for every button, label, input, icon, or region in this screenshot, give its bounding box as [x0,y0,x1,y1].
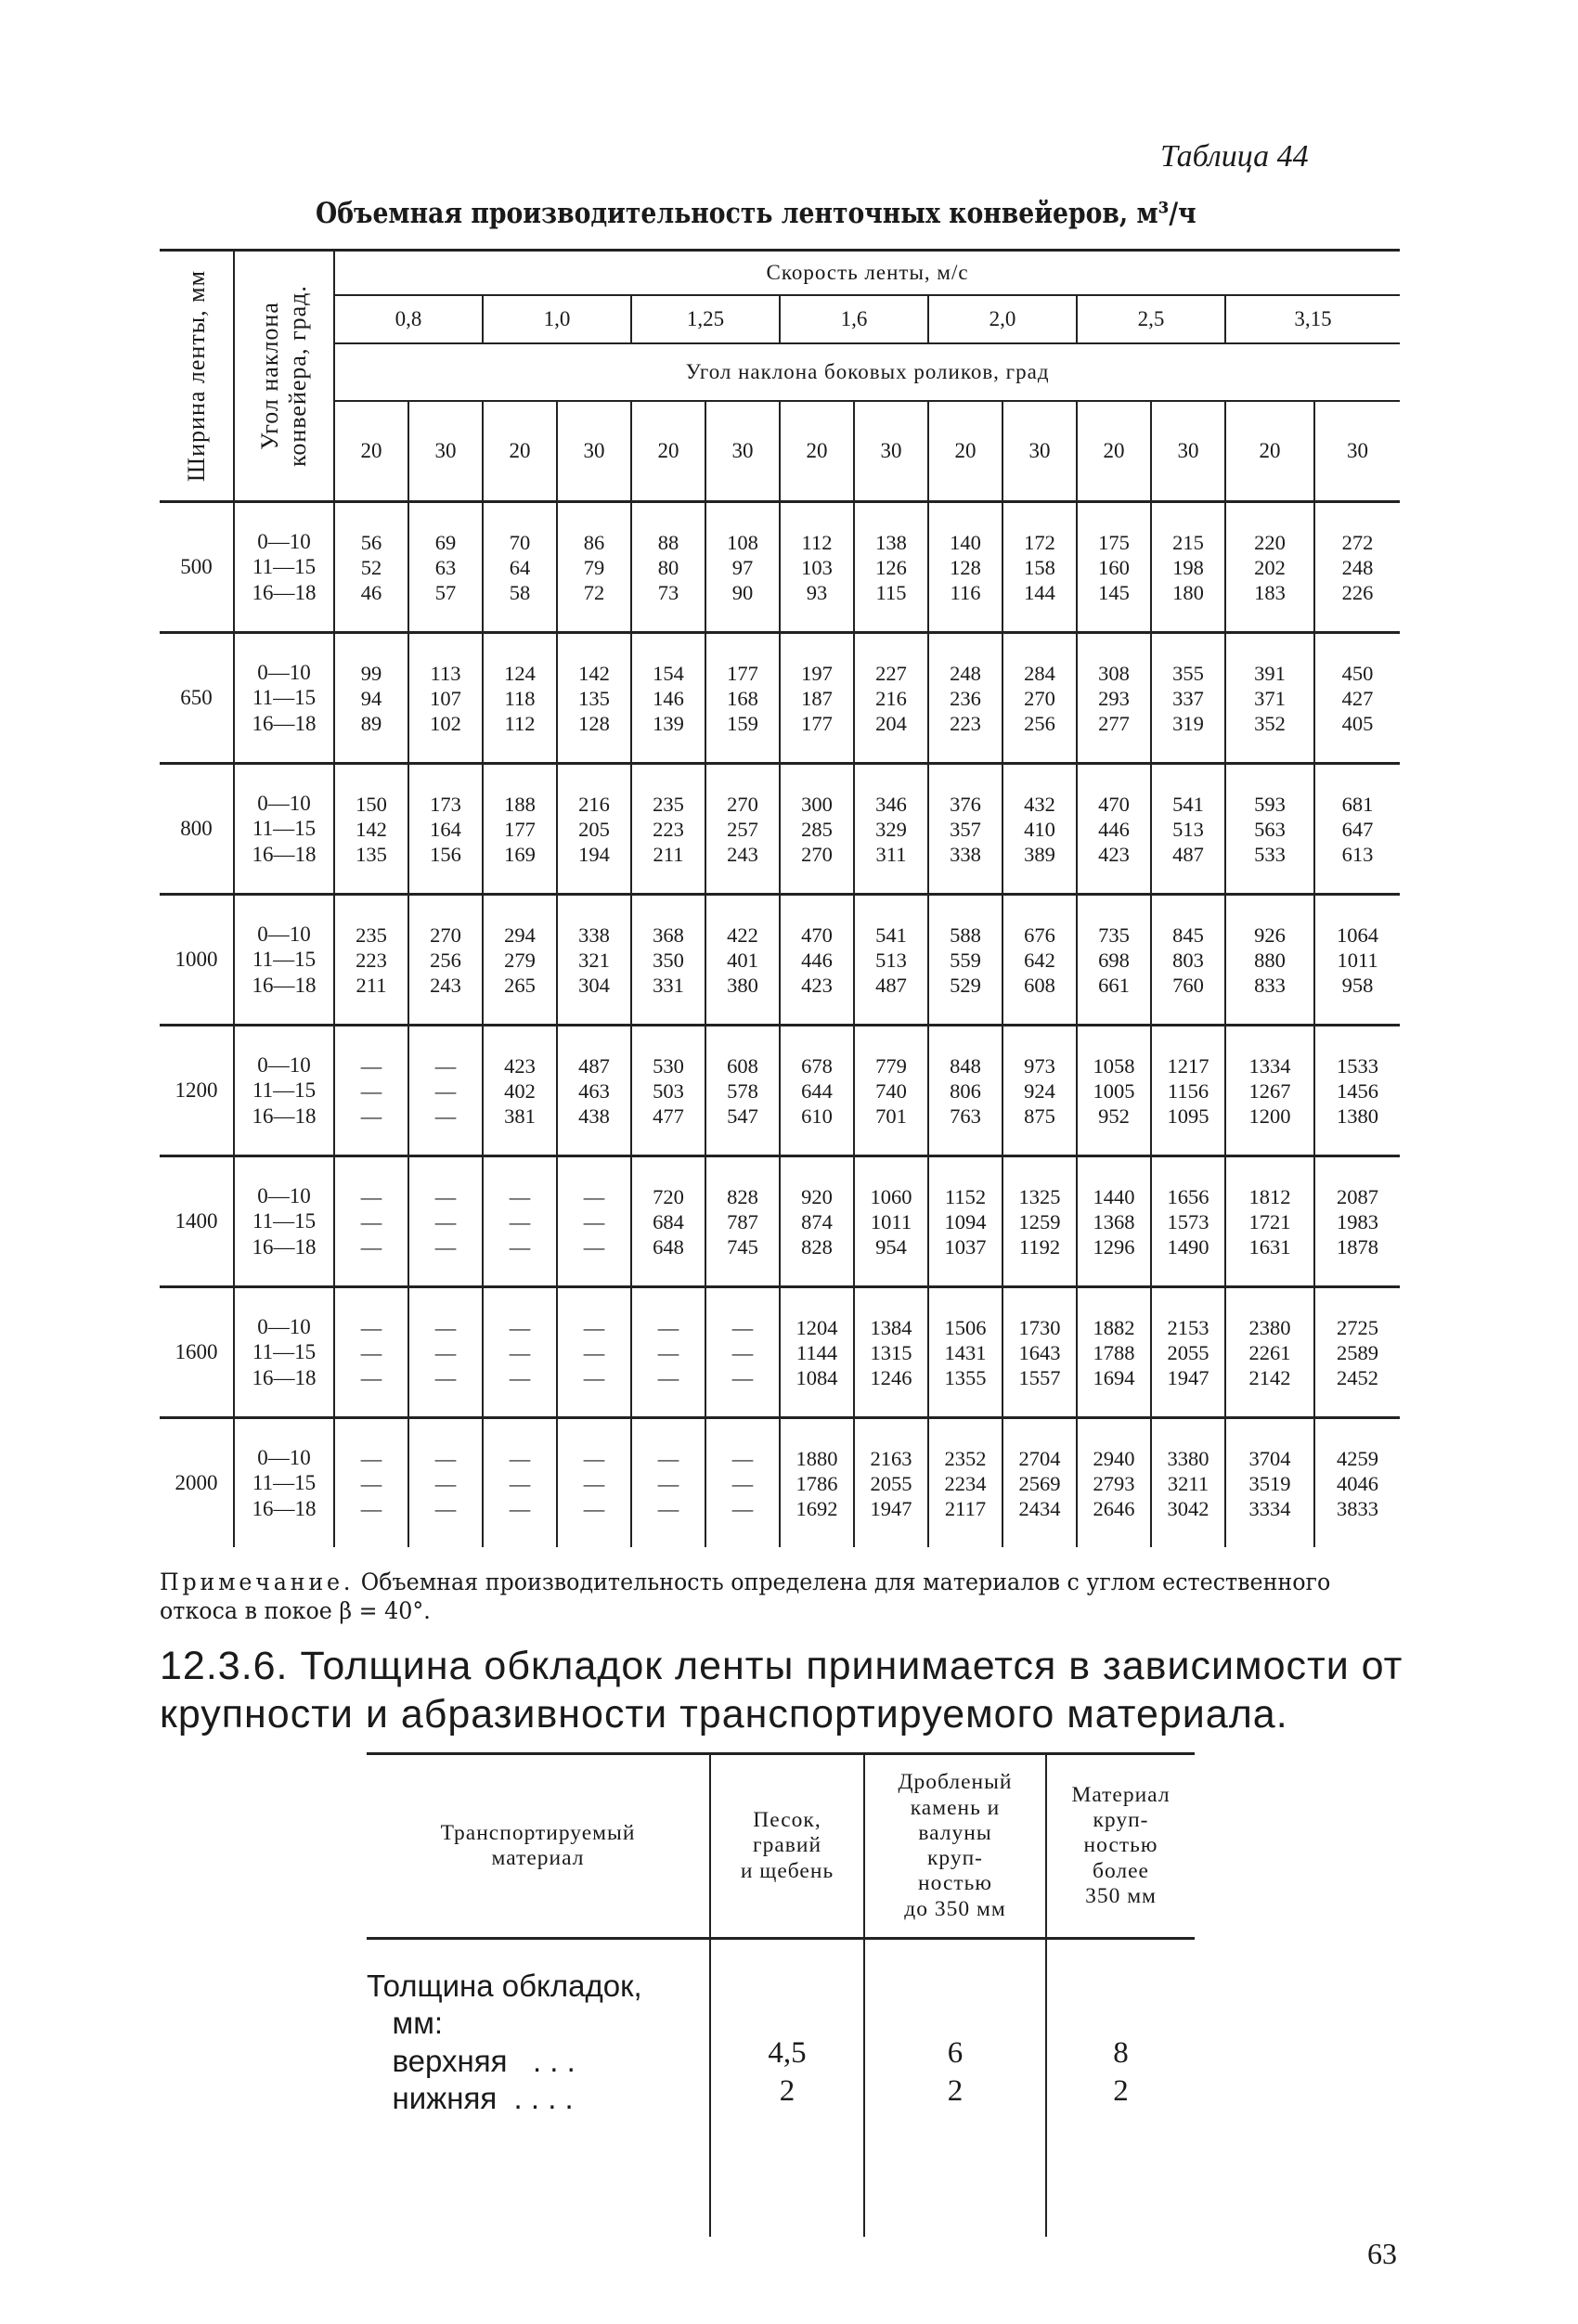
productivity-cell: 308 293 277 [1077,633,1151,764]
productivity-cell: 1064 1011 958 [1314,895,1400,1026]
productivity-cell: 112 103 93 [780,502,854,633]
productivity-cell: 2940 2793 2646 [1077,1418,1151,1548]
speed-value: 2,5 [1077,295,1225,343]
side-angle-value: 30 [408,401,483,502]
productivity-cell: 470 446 423 [1077,764,1151,895]
table-note [160,1569,1338,1625]
productivity-cell: 124 118 112 [483,633,557,764]
productivity-cell: 215 198 180 [1151,502,1225,633]
productivity-cell: 1325 1259 1192 [1002,1156,1077,1287]
productivity-cell: 227 216 204 [854,633,928,764]
angle-column-header [234,251,334,502]
productivity-cell: 2725 2589 2452 [1314,1287,1400,1418]
productivity-cell: — — — [334,1287,408,1418]
productivity-cell: 2380 2261 2142 [1225,1287,1314,1418]
productivity-cell: 154 146 139 [631,633,705,764]
table-row [160,1156,1400,1287]
productivity-cell: 973 924 875 [1002,1026,1077,1156]
productivity-cell: 294 279 265 [483,895,557,1026]
productivity-cell: 1440 1368 1296 [1077,1156,1151,1287]
speed-value: 1,25 [631,295,780,343]
productivity-cell: 270 257 243 [705,764,780,895]
productivity-cell: 676 642 608 [1002,895,1077,1026]
belt-width: 800 [160,764,234,895]
productivity-cell: 235 223 211 [334,895,408,1026]
productivity-cell: 1533 1456 1380 [1314,1026,1400,1156]
belt-width: 1200 [160,1026,234,1156]
productivity-cell: 150 142 135 [334,764,408,895]
productivity-cell: 69 63 57 [408,502,483,633]
productivity-cell: 450 427 405 [1314,633,1400,764]
table-title: Объемная производительность ленточных конвейеров, м³/ч [316,197,1196,230]
productivity-cell: 593 563 533 [1225,764,1314,895]
table-row [160,895,1400,1026]
thickness-large-material: 8 2 [1046,1939,1195,2238]
productivity-cell: 2153 2055 1947 [1151,1287,1225,1418]
productivity-cell: 541 513 487 [854,895,928,1026]
side-angle-value: 20 [928,401,1002,502]
productivity-cell: 678 644 610 [780,1026,854,1156]
productivity-cell: 681 647 613 [1314,764,1400,895]
productivity-cell: 3704 3519 3334 [1225,1418,1314,1548]
belt-width: 650 [160,633,234,764]
productivity-cell: 270 256 243 [408,895,483,1026]
productivity-cell: 70 64 58 [483,502,557,633]
productivity-cell: — — — [334,1156,408,1287]
productivity-cell: 845 803 760 [1151,895,1225,1026]
productivity-cell: 86 79 72 [557,502,631,633]
incline-angle-ranges: 0—10 11—15 16—18 [234,895,334,1026]
side-angle-value: 30 [1314,401,1400,502]
side-angle-header: Угол наклона боковых роликов, град [334,343,1400,401]
incline-angle-ranges: 0—10 11—15 16—18 [234,1026,334,1156]
productivity-cell: 346 329 311 [854,764,928,895]
productivity-cell: 172 158 144 [1002,502,1077,633]
side-angle-value: 20 [631,401,705,502]
thickness-row-label: Толщина обкладок, мм: верхняя . . . нижняя . . . . [367,1969,642,2115]
belt-width: 1000 [160,895,234,1026]
table-row [160,1287,1400,1418]
productivity-cell: 284 270 256 [1002,633,1077,764]
productivity-cell: — — — [705,1418,780,1548]
side-angle-value: 20 [780,401,854,502]
speed-value: 1,0 [483,295,631,343]
productivity-cell: 235 223 211 [631,764,705,895]
productivity-cell: — — — [483,1418,557,1548]
productivity-cell: 588 559 529 [928,895,1002,1026]
productivity-cell: 272 248 226 [1314,502,1400,633]
productivity-cell: 720 684 648 [631,1156,705,1287]
productivity-cell: 88 80 73 [631,502,705,633]
productivity-cell: 920 874 828 [780,1156,854,1287]
productivity-cell: 470 446 423 [780,895,854,1026]
productivity-cell: 140 128 116 [928,502,1002,633]
productivity-cell: — — — [631,1287,705,1418]
header-material: Транспортируемый материал [367,1754,710,1939]
side-angle-value: 20 [483,401,557,502]
productivity-cell: 541 513 487 [1151,764,1225,895]
productivity-cell: 99 94 89 [334,633,408,764]
productivity-cell: — — — [408,1156,483,1287]
productivity-cell: 4259 4046 3833 [1314,1418,1400,1548]
productivity-cell: 1334 1267 1200 [1225,1026,1314,1156]
productivity-cell: 3380 3211 3042 [1151,1418,1225,1548]
productivity-cell: 1656 1573 1490 [1151,1156,1225,1287]
belt-width: 1600 [160,1287,234,1418]
productivity-cell: 391 371 352 [1225,633,1314,764]
side-angle-value: 30 [1002,401,1077,502]
side-angle-value: 30 [1151,401,1225,502]
table-row [160,633,1400,764]
table-row [160,764,1400,895]
side-angle-value: 30 [705,401,780,502]
incline-angle-ranges: 0—10 11—15 16—18 [234,764,334,895]
section-paragraph: 12.3.6. Толщина обкладок ленты принимается в зависимости от крупности и абразивности транспортируемого материала. [160,1644,1403,1737]
productivity-cell: 487 463 438 [557,1026,631,1156]
productivity-cell: 108 97 90 [705,502,780,633]
incline-angle-ranges: 0—10 11—15 16—18 [234,1287,334,1418]
incline-angle-ranges: 0—10 11—15 16—18 [234,502,334,633]
productivity-cell: 355 337 319 [1151,633,1225,764]
productivity-cell: 779 740 701 [854,1026,928,1156]
productivity-cell: 368 350 331 [631,895,705,1026]
productivity-cell: 828 787 745 [705,1156,780,1287]
productivity-cell: — — — [408,1026,483,1156]
productivity-cell: 2087 1983 1878 [1314,1156,1400,1287]
productivity-cell: 338 321 304 [557,895,631,1026]
productivity-cell: — — — [483,1156,557,1287]
productivity-cell: 1812 1721 1631 [1225,1156,1314,1287]
productivity-cell: 1730 1643 1557 [1002,1287,1077,1418]
productivity-cell: — — — [334,1026,408,1156]
page-number: 63 [1367,2237,1397,2270]
table-label: Таблица 44 [1160,139,1309,174]
productivity-cell: 1204 1144 1084 [780,1287,854,1418]
productivity-cell: 1058 1005 952 [1077,1026,1151,1156]
productivity-cell: 422 401 380 [705,895,780,1026]
productivity-cell: 1384 1315 1246 [854,1287,928,1418]
productivity-cell: 175 160 145 [1077,502,1151,633]
productivity-cell: 177 168 159 [705,633,780,764]
productivity-cell: 2352 2234 2117 [928,1418,1002,1548]
productivity-cell: 138 126 115 [854,502,928,633]
productivity-table [160,249,1400,1547]
productivity-cell: 1506 1431 1355 [928,1287,1002,1418]
productivity-cell: 1060 1011 954 [854,1156,928,1287]
productivity-cell: 56 52 46 [334,502,408,633]
productivity-cell: 608 578 547 [705,1026,780,1156]
productivity-cell: 173 164 156 [408,764,483,895]
header-sand: Песок, гравий и щебень [710,1754,864,1939]
side-angle-value: 30 [557,401,631,502]
productivity-cell: 220 202 183 [1225,502,1314,633]
productivity-cell: 197 187 177 [780,633,854,764]
productivity-cell: 188 177 169 [483,764,557,895]
productivity-cell: — — — [483,1287,557,1418]
width-column-header [160,251,234,502]
speed-value: 1,6 [780,295,928,343]
table-row [160,502,1400,633]
speed-value: 3,15 [1225,295,1400,343]
productivity-cell: 248 236 223 [928,633,1002,764]
belt-width: 2000 [160,1418,234,1548]
productivity-cell: — — — [334,1418,408,1548]
productivity-cell: — — — [557,1418,631,1548]
productivity-cell: 1880 1786 1692 [780,1418,854,1548]
note-label: Примечание. [160,1569,355,1595]
productivity-cell: — — — [408,1418,483,1548]
productivity-cell: 113 107 102 [408,633,483,764]
angle-column-header-text: Угол наклона конвейера, град. [256,285,311,467]
incline-angle-ranges: 0—10 11—15 16—18 [234,1156,334,1287]
productivity-cell: 376 357 338 [928,764,1002,895]
productivity-cell: 2704 2569 2434 [1002,1418,1077,1548]
productivity-cell: 1152 1094 1037 [928,1156,1002,1287]
incline-angle-ranges: 0—10 11—15 16—18 [234,633,334,764]
speed-value: 2,0 [928,295,1077,343]
note-text: Объемная производительность определена для материалов с углом естественного откоса в покое β = 40°. [160,1569,1331,1624]
header-crushed-stone: Дробленый камень и валуны круп- ностью до 350 мм [864,1754,1046,1939]
productivity-cell: 1217 1156 1095 [1151,1026,1225,1156]
header-large-material: Материал круп- ностью более 350 мм [1046,1754,1195,1939]
table-row [160,1418,1400,1548]
thickness-crushed-stone: 6 2 [864,1939,1046,2238]
side-angle-value: 20 [334,401,408,502]
speed-header: Скорость ленты, м/с [334,251,1400,296]
belt-width: 500 [160,502,234,633]
productivity-cell: — — — [705,1287,780,1418]
side-angle-value: 30 [854,401,928,502]
productivity-cell: 423 402 381 [483,1026,557,1156]
productivity-cell: 432 410 389 [1002,764,1077,895]
belt-width: 1400 [160,1156,234,1287]
productivity-cell: 848 806 763 [928,1026,1002,1156]
productivity-cell: 142 135 128 [557,633,631,764]
incline-angle-ranges: 0—10 11—15 16—18 [234,1418,334,1548]
productivity-cell: 926 880 833 [1225,895,1314,1026]
productivity-cell: 2163 2055 1947 [854,1418,928,1548]
productivity-cell: — — — [408,1287,483,1418]
width-column-header-text: Ширина ленты, мм [182,269,210,483]
productivity-cell: 1882 1788 1694 [1077,1287,1151,1418]
productivity-cell: 530 503 477 [631,1026,705,1156]
productivity-cell: 735 698 661 [1077,895,1151,1026]
thickness-sand: 4,5 2 [710,1939,864,2238]
side-angle-value: 20 [1077,401,1151,502]
productivity-cell: 216 205 194 [557,764,631,895]
productivity-cell: — — — [631,1418,705,1548]
productivity-cell: 300 285 270 [780,764,854,895]
table-row [160,1026,1400,1156]
side-angle-value: 20 [1225,401,1314,502]
productivity-cell: — — — [557,1287,631,1418]
thickness-table [367,1752,1195,2237]
productivity-cell: — — — [557,1156,631,1287]
speed-value: 0,8 [334,295,483,343]
